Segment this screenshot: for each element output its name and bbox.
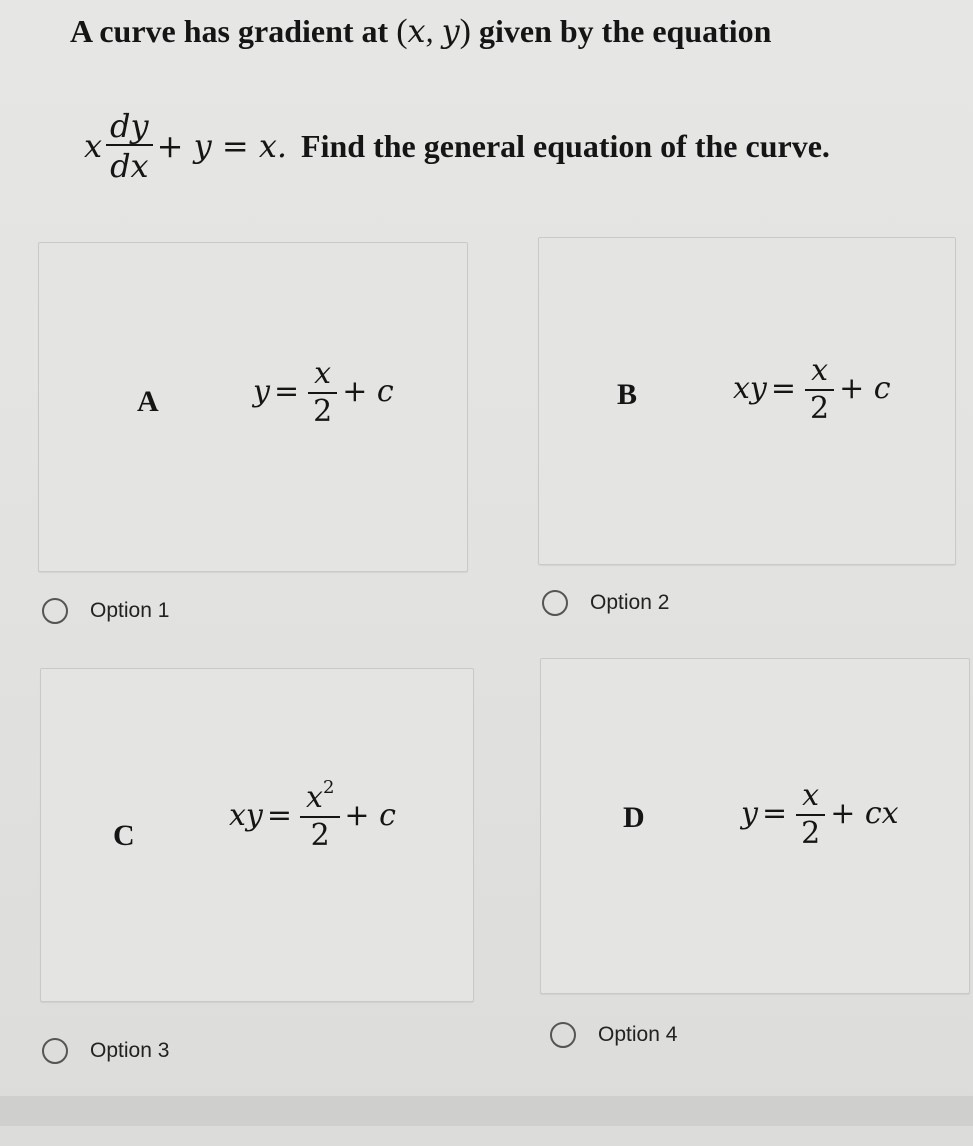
radio-button[interactable] — [542, 590, 568, 616]
question-intro: A curve has gradient at — [70, 13, 389, 49]
choice-card-c[interactable] — [40, 668, 474, 1002]
expr-lhs: xy — [733, 370, 767, 406]
numerator-exponent: 2 — [322, 777, 335, 798]
choice-letter: A — [137, 385, 159, 418]
choice-expression — [733, 352, 891, 424]
equals-sign: = — [273, 373, 300, 409]
point-x: x — [407, 12, 426, 50]
choice-card-b[interactable] — [538, 237, 956, 565]
expr-tail: + c — [344, 797, 396, 833]
comma: , — [425, 13, 434, 49]
equation-rest: + y = x. — [156, 127, 288, 165]
question-intro-end: given by the equation — [478, 13, 772, 49]
derivative-fraction — [106, 107, 153, 185]
expr-tail: + cx — [830, 795, 899, 831]
expr-tail: + c — [342, 373, 394, 409]
expr-denominator: 2 — [810, 391, 830, 426]
option-1[interactable] — [42, 598, 169, 624]
option-label[interactable]: Option 4 — [598, 1023, 678, 1046]
question-line-1 — [70, 12, 771, 51]
expr-denominator: 2 — [313, 394, 333, 429]
option-4[interactable] — [550, 1022, 677, 1048]
option-label[interactable]: Option 1 — [90, 599, 170, 622]
radio-button[interactable] — [42, 1038, 68, 1064]
expr-fraction — [795, 777, 826, 849]
expr-numerator — [805, 352, 834, 391]
choice-expression — [253, 355, 394, 427]
expr-denominator: 2 — [801, 816, 821, 851]
question-line-2 — [84, 96, 830, 196]
option-label[interactable]: Option 2 — [590, 591, 670, 614]
option-2[interactable] — [542, 590, 669, 616]
choice-card-a[interactable] — [38, 242, 468, 572]
choice-card-d[interactable] — [540, 658, 970, 994]
radio-button[interactable] — [550, 1022, 576, 1048]
question-instruction: Find the general equation of the curve. — [301, 127, 830, 164]
numerator-base: x — [802, 778, 820, 813]
choice-expression — [741, 777, 899, 849]
choice-letter: B — [617, 378, 638, 411]
expr-denominator: 2 — [310, 818, 330, 853]
open-paren: ( — [396, 13, 408, 50]
derivative-numerator: dy — [106, 110, 153, 146]
equals-sign: = — [770, 370, 797, 406]
option-label[interactable]: Option 3 — [90, 1039, 170, 1062]
expr-fraction — [300, 779, 340, 851]
expr-numerator — [308, 355, 337, 394]
numerator-base: x — [306, 780, 323, 815]
equation-coefficient: x — [84, 127, 103, 165]
point-y: y — [441, 12, 460, 50]
option-3[interactable] — [42, 1038, 169, 1064]
bottom-divider-bar — [0, 1096, 973, 1126]
derivative-denominator: dx — [110, 147, 149, 185]
choice-letter: C — [113, 819, 135, 852]
expr-fraction — [804, 352, 835, 424]
choice-expression — [229, 779, 396, 851]
numerator-base: x — [314, 356, 332, 391]
expr-tail: + c — [839, 370, 891, 406]
equals-sign: = — [761, 795, 788, 831]
equals-sign: = — [266, 797, 293, 833]
expr-lhs: xy — [229, 797, 263, 833]
numerator-base: x — [811, 353, 829, 388]
expr-fraction — [307, 355, 338, 427]
expr-lhs: y — [253, 373, 270, 409]
close-paren: ) — [459, 13, 471, 50]
expr-numerator — [796, 777, 825, 816]
expr-numerator — [300, 779, 340, 818]
radio-button[interactable] — [42, 598, 68, 624]
expr-lhs: y — [741, 795, 758, 831]
choice-letter: D — [623, 801, 645, 834]
